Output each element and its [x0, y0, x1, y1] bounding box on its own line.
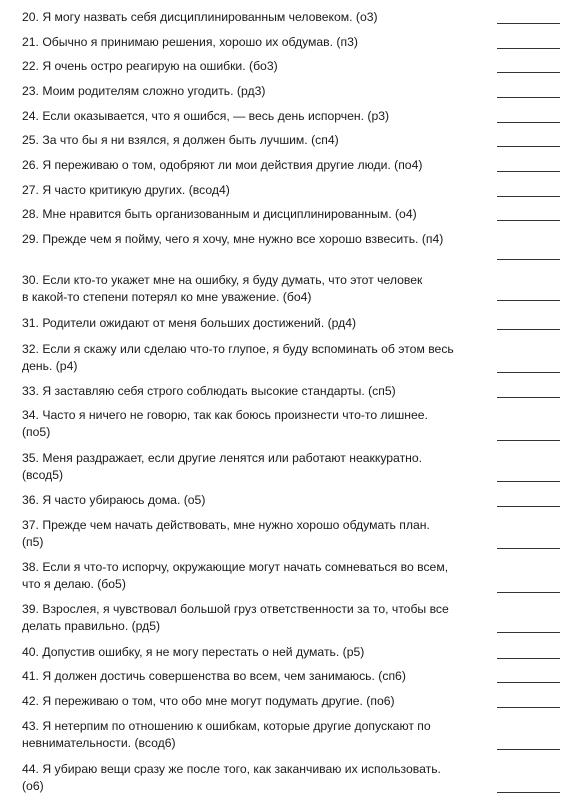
item-statement: 42. Я переживаю о том, что обо мне могут подумать другие. (по6)	[22, 694, 395, 708]
item-statement: 29. Прежде чем я пойму, чего я хочу, мне нужно все хорошо взвесить. (п4)	[22, 232, 444, 246]
answer-blank[interactable]	[497, 707, 560, 708]
item-statement: 34. Часто я ничего не говорю, так как боюсь произнести что-то лишнее. (по5)	[22, 408, 428, 439]
item-statement: 23. Моим родителям сложно угодить. (рд3)	[22, 84, 266, 98]
answer-blank[interactable]	[497, 122, 560, 123]
answer-blank[interactable]	[497, 682, 560, 683]
item-statement: 33. Я заставляю себя строго соблюдать высокие стандарты. (сп5)	[22, 384, 396, 398]
item-statement: 37. Прежде чем начать действовать, мне нужно хорошо обдумать план. (п5)	[22, 518, 430, 549]
answer-blank[interactable]	[497, 506, 560, 507]
answer-blank[interactable]	[497, 48, 560, 49]
answer-blank[interactable]	[497, 329, 560, 330]
answer-blank[interactable]	[497, 632, 560, 633]
item-statement: 24. Если оказывается, что я ошибся, — весь день испорчен. (р3)	[22, 109, 390, 123]
answer-blank[interactable]	[497, 146, 560, 147]
answer-blank[interactable]	[497, 372, 560, 373]
item-statement: 41. Я должен достичь совершенства во всем, чем занимаюсь. (сп6)	[22, 669, 406, 683]
answer-blank[interactable]	[497, 300, 560, 301]
item-statement: 44. Я убираю вещи сразу же после того, как заканчиваю их использовать. (о6)	[22, 762, 441, 793]
answer-blank[interactable]	[497, 658, 560, 659]
item-statement: 26. Я переживаю о том, одобряют ли мои действия другие люди. (по4)	[22, 158, 423, 172]
answer-blank[interactable]	[497, 792, 560, 793]
answer-blank[interactable]	[497, 749, 560, 750]
answer-blank[interactable]	[497, 548, 560, 549]
item-statement: 25. За что бы я ни взялся, я должен быть лучшим. (сп4)	[22, 133, 339, 147]
answer-blank[interactable]	[497, 440, 560, 441]
answer-blank[interactable]	[497, 23, 560, 24]
answer-blank[interactable]	[497, 397, 560, 398]
item-statement: 38. Если я что-то испорчу, окружающие могут начать сомневаться во всем, что я делаю. (бо5)	[22, 560, 449, 591]
item-statement: 20. Я могу назвать себя дисциплинированным человеком. (о3)	[22, 10, 378, 24]
item-statement: 43. Я нетерпим по отношению к ошибкам, которые другие допускают по невнимательности. (всод6)	[22, 719, 431, 750]
answer-blank[interactable]	[497, 72, 560, 73]
answer-blank[interactable]	[497, 259, 560, 260]
item-statement: 28. Мне нравится быть организованным и дисциплинированным. (о4)	[22, 207, 417, 221]
item-statement: 36. Я часто убираюсь дома. (о5)	[22, 493, 206, 507]
answer-blank[interactable]	[497, 196, 560, 197]
item-statement: 30. Если кто-то укажет мне на ошибку, я буду думать, что этот человек в какой-то степени потерял ко мне уважение. (бо4)	[22, 273, 423, 304]
item-statement: 39. Взрослея, я чувствовал большой груз ответственности за то, чтобы все делать правильно. (рд5)	[22, 602, 449, 633]
answer-blank[interactable]	[497, 220, 560, 221]
item-statement: 27. Я часто критикую других. (всод4)	[22, 183, 230, 197]
item-statement: 21. Обычно я принимаю решения, хорошо их обдумав. (п3)	[22, 35, 358, 49]
item-statement: 31. Родители ожидают от меня больших достижений. (рд4)	[22, 316, 357, 330]
answer-blank[interactable]	[497, 171, 560, 172]
item-statement: 32. Если я скажу или сделаю что-то глупое, я буду вспоминать об этом весь день. (р4)	[22, 342, 454, 373]
answer-blank[interactable]	[497, 592, 560, 593]
item-statement: 40. Допустив ошибку, я не могу перестать о ней думать. (р5)	[22, 645, 365, 659]
item-statement: 35. Меня раздражает, если другие ленятся или работают неаккуратно. (всод5)	[22, 451, 423, 482]
answer-blank[interactable]	[497, 481, 560, 482]
answer-blank[interactable]	[497, 97, 560, 98]
item-statement: 22. Я очень остро реагирую на ошибки. (бо3)	[22, 59, 278, 73]
